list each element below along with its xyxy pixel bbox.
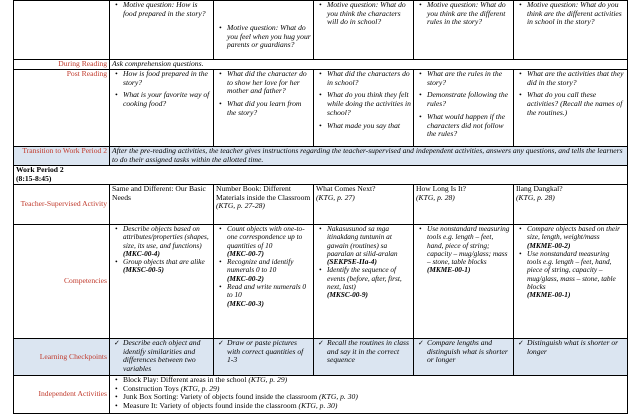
- teacher-supervised-label: Teacher-Supervised Activity: [14, 185, 110, 225]
- competency-item: • Identify the sequence of events (before, after, first, next, last) (MKSC-00-9): [327, 266, 411, 299]
- post-reading-question: • How is food prepared in the story?: [123, 70, 211, 87]
- activity-ref: (KTG, p. 28): [516, 192, 555, 202]
- independent-activity: • Construction Toys (KTG, p. 29): [123, 385, 625, 394]
- motive-question-2: • Motive question: What do you feel when you hug your parents or guardians?: [227, 24, 311, 50]
- competency-item: • Read and write numerals 0 to 10 (MKC-00-3): [227, 283, 311, 308]
- activity-title: Same and Different: Our Basic Needs: [112, 184, 206, 202]
- work-period-time: (8:15-8:45): [16, 173, 52, 183]
- post-reading-question: • What did the characters do in school?: [327, 70, 411, 87]
- competency-item: • Use nonstandard measuring tools e.g. length – feet, hand, piece of string, capacity – mug/glass, mass – stone, table blocks (MKME-00-1): [527, 250, 625, 300]
- post-reading-question: • What would happen if the characters did not follow the rules?: [427, 113, 511, 139]
- motive-row-label: [14, 1, 110, 60]
- competency-item: • Count objects with one-to-one correspondence up to quantities of 10 (MKC-00-7): [227, 225, 311, 258]
- activity-title: Number Book: Different Materials inside the Classroom: [216, 184, 311, 202]
- activity-title: Ilang Dangkal?: [516, 184, 563, 193]
- motive-question-3: • Motive question: What do you think the characters will do in school?: [327, 1, 411, 27]
- competencies-row: [14, 225, 628, 339]
- post-reading-question: • What are the activities that they did in the story?: [527, 70, 625, 87]
- post-reading-row: [14, 70, 628, 147]
- activity-title: What Comes Next?: [316, 184, 376, 193]
- independent-activity: • Junk Box Sorting: Variety of objects found inside the classroom (KTG, p. 30): [123, 393, 625, 402]
- post-reading-question: • What do you think they felt while doing the activities in school?: [327, 91, 411, 117]
- competency-item: • Compare objects based on their size, length, weight/mass (MKME-00-2): [527, 225, 625, 250]
- motive-question-row: [14, 1, 628, 60]
- transition-row: [14, 147, 628, 166]
- post-reading-question: • What did the character do to show her love for her mother and father?: [227, 70, 311, 96]
- post-reading-question: • What is your favorite way of cooking food?: [123, 91, 211, 108]
- motive-question-1: • Motive question: How is food prepared in the story?: [123, 1, 211, 18]
- competency-item: • Recognize and identify numerals 0 to 10 (MKC-00-2): [227, 258, 311, 283]
- independent-row: [14, 376, 628, 414]
- transition-text: After the pre-reading activities, the teacher gives instructions regarding the teacher-supervised and independent activities, answers any questions, and tells the learners to do their assigned tasks within the allotted time.: [110, 147, 628, 166]
- competency-item: • Group objects that are alike (MKSC-00-5): [123, 258, 211, 275]
- work-period-row: [14, 166, 628, 185]
- checkpoints-row: [14, 339, 628, 376]
- post-reading-question: • What did you learn from the story?: [227, 100, 311, 117]
- competency-item: • Use nonstandard measuring tools e.g. length – feet, hand, piece of string; capacity – mug/glass; mass – stone, table blocks (MKME-00-1): [427, 225, 511, 275]
- competency-item: • Describe objects based on attributes/properties (shapes, size, its use, and functions) (MKC-00-4): [123, 225, 211, 258]
- lesson-plan-document: [13, 0, 627, 414]
- transition-label: Transition to Work Period 2: [14, 147, 110, 166]
- competencies-label: Competencies: [14, 225, 110, 339]
- checkpoint-item: ✓ Distinguish what is shorter or longer: [527, 339, 625, 356]
- independent-activity: • Measure It: Variety of objects found inside the classroom (KTG, p. 30): [123, 402, 625, 411]
- lesson-plan-table: [13, 0, 628, 414]
- post-reading-question: • Demonstrate following the rules?: [427, 91, 511, 108]
- checkpoints-label: Learning Checkpoints: [14, 339, 110, 376]
- post-reading-question: • What made you say that: [327, 122, 411, 131]
- checkpoint-item: ✓ Recall the routines in class and say it in the correct sequence: [327, 339, 411, 365]
- independent-activity: • Block Play: Different areas in the school (KTG, p. 29): [123, 376, 625, 385]
- during-reading-row: [14, 60, 628, 70]
- during-reading-text: Ask comprehension questions.: [110, 60, 628, 70]
- post-reading-label: Post Reading: [14, 70, 110, 147]
- motive-question-4: • Motive question: What do you think are the different rules in the story?: [427, 1, 511, 27]
- activity-ref: (KTG, p. 27): [316, 192, 355, 202]
- activity-title: How Long Is It?: [416, 184, 466, 193]
- post-reading-question: • What are the rules in the story?: [427, 70, 511, 87]
- checkpoint-item: ✓ Draw or paste pictures with correct quantities of 1-3: [227, 339, 311, 365]
- post-reading-question: • What do you call these activities? (Recall the names of the routines.): [527, 91, 625, 117]
- checkpoint-item: ✓ Describe each object and identify similarities and differences between two variables: [123, 339, 211, 374]
- work-period-title: Work Period 2: [16, 165, 64, 174]
- activity-ref: (KTG, p. 27-28): [216, 201, 265, 211]
- during-reading-label: During Reading: [14, 60, 110, 70]
- motive-question-5: • Motive question: What do you think are the different activities in school in the story?: [527, 1, 625, 27]
- independent-label: Independent Activities: [14, 376, 110, 414]
- activity-ref: (KTG, p. 28): [416, 192, 455, 202]
- competency-item: • Nakasusunod sa mga itinakdang tuntunin at gawain (routines) sa paaralan at silid-aralan (SEKPSE-IIa-4): [327, 225, 411, 266]
- checkpoint-item: ✓ Compare lengths and distinguish what is shorter or longer: [427, 339, 511, 365]
- teacher-supervised-row: [14, 185, 628, 225]
